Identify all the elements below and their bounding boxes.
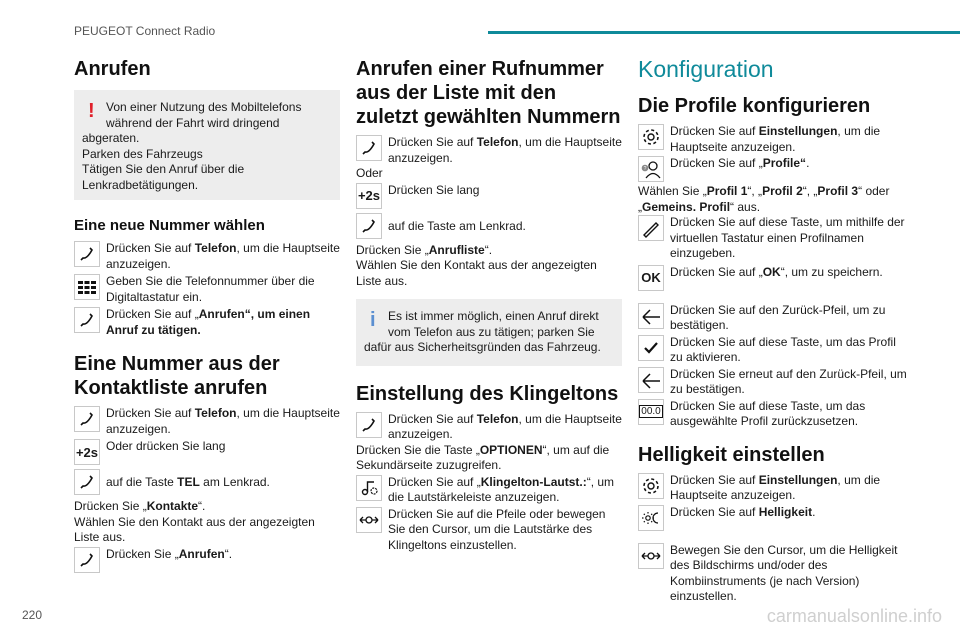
r4-pre: Drücken Sie „	[356, 242, 429, 257]
warning-note	[74, 90, 340, 200]
p6-text: Drücken Sie auf den Zurück-Pfeil, um zu bestätigen.	[670, 302, 886, 332]
p2-bold: Profile“	[762, 156, 807, 170]
heading-helligkeit: Helligkeit einstellen	[638, 443, 825, 466]
t1-pre: Drücken Sie auf	[388, 411, 477, 426]
phone-icon	[356, 213, 382, 239]
b1-pre: Drücken Sie auf	[670, 472, 759, 487]
p2-post: .	[806, 156, 810, 170]
k4-post: “.	[198, 499, 206, 513]
p3-b4: Gemeins. Profil	[642, 199, 731, 214]
b3-text: Bewegen Sie den Cursor, um die Helligkeit des Bildschirms und/oder des Kombiinstruments (je nach Version) einzustellen.	[670, 542, 898, 603]
tel-button-icon	[74, 439, 100, 465]
k6-post: “.	[224, 546, 233, 561]
s1-post: , um die Hauptseite anzuzeigen.	[106, 241, 340, 271]
b1-post: , um die Hauptseite anzuzeigen.	[670, 472, 881, 502]
r4-bold: Anrufliste	[428, 242, 485, 257]
k3-bold: TEL	[177, 475, 200, 489]
gear-icon	[638, 124, 664, 150]
step-keypad	[74, 274, 340, 305]
brightness-icon	[638, 505, 664, 531]
k3-pre: auf die Taste	[106, 475, 178, 489]
step-p2	[638, 156, 908, 182]
slider-arrows-icon	[356, 507, 382, 533]
step-p7	[638, 335, 908, 366]
s2-text: Geben Sie die Telefonnummer über die Digitaltastatur ein.	[106, 274, 315, 304]
t3-post: “, um die Lautstärkeleiste anzuzeigen.	[388, 474, 615, 504]
step-t3	[356, 475, 622, 506]
ok-icon-label: OK	[641, 270, 661, 285]
reset-icon-label: 00.0	[641, 406, 661, 417]
step-p6	[638, 303, 908, 334]
exclamation-icon: !	[88, 100, 95, 122]
page-number: 220	[22, 608, 43, 622]
p1-post: , um die Hauptseite anzuzeigen.	[670, 124, 881, 154]
r5-text: Wählen Sie den Kontakt aus der angezeigten Liste aus.	[356, 258, 597, 288]
slider-arrows-icon	[638, 543, 664, 569]
step-anrufen	[74, 307, 340, 338]
step-telefon	[74, 241, 340, 272]
t1-post: , um die Hauptseite anzuzeigen.	[388, 411, 622, 441]
step-p4	[638, 215, 908, 262]
p3-b2: Profil 2	[762, 184, 803, 198]
r-oder: Oder	[356, 166, 383, 180]
checkmark-icon	[638, 335, 664, 361]
keypad-icon	[74, 274, 100, 300]
p3-e: “ oder „	[638, 184, 890, 214]
b2-pre: Drücken Sie auf	[670, 504, 759, 519]
back-arrow-icon	[638, 367, 664, 393]
t2-post: “, um auf die Sekundärseite zuzugreifen.	[356, 442, 610, 472]
step-b1	[638, 473, 908, 504]
page-header-title: PEUGEOT Connect Radio	[74, 24, 216, 38]
step-k2	[74, 439, 340, 465]
t1-bold: Telefon	[476, 411, 519, 426]
r3-text: auf die Taste am Lenkrad.	[388, 218, 526, 233]
p3-text	[638, 184, 908, 215]
heading-profile: Die Profile konfigurieren	[638, 95, 871, 117]
step-b3	[638, 543, 908, 605]
phone-icon	[74, 469, 100, 495]
k5-text: Wählen Sie den Kontakt aus der angezeigten Liste aus.	[74, 514, 315, 544]
r4-text	[356, 243, 622, 259]
heading-klingelton: Einstellung des Klingeltons	[356, 382, 619, 405]
step-t4	[356, 507, 622, 554]
r1-pre: Drücken Sie auf	[388, 135, 477, 149]
step-b2	[638, 505, 908, 531]
music-gear-icon	[356, 475, 382, 501]
info-icon: i	[370, 309, 376, 331]
heading-kontaktliste: Eine Nummer aus der Kontaktliste anrufen	[74, 353, 280, 399]
k3-post: am Lenkrad.	[199, 475, 270, 489]
svg-text:?: ?	[643, 166, 647, 172]
tel-button-icon	[356, 183, 382, 209]
pencil-icon	[638, 215, 664, 241]
back-arrow-icon	[638, 303, 664, 329]
b1-bold: Einstellungen	[758, 472, 838, 487]
warning-rest: abgeraten. Parken des Fahrzeugs Tätigen Sie den Anruf über die Lenkradbetätigungen.	[82, 131, 245, 192]
profile-icon	[638, 156, 664, 182]
t3-pre: Drücken Sie auf „	[388, 474, 481, 489]
p3-b3: Profil 3	[817, 184, 859, 198]
phone-icon	[74, 241, 100, 267]
heading-ruf: Anrufen einer Rufnummer aus der Liste mit den zuletzt gewählten Nummern	[356, 58, 621, 128]
p4-text: Drücken Sie auf diese Taste, um mithilfe der virtuellen Tastatur einen Profilnamen einzugeben.	[670, 215, 905, 260]
t2-text	[356, 443, 622, 474]
t3-bold: Klingelton-Lautst.:	[480, 474, 587, 489]
phone-icon	[74, 406, 100, 432]
k2-text: Oder drücken Sie lang	[106, 439, 226, 453]
step-t1	[356, 412, 622, 443]
p2-pre: Drücken Sie auf „	[670, 156, 763, 170]
p9-text: Drücken Sie auf diese Taste, um das ausgewählte Profil zurückzusetzen.	[670, 398, 866, 428]
p5-post: “, um zu speichern.	[780, 264, 883, 279]
p3-f: “ aus.	[730, 199, 761, 214]
step-p8	[638, 367, 908, 398]
t2-bold: OPTIONEN	[479, 442, 543, 457]
phone-icon	[356, 412, 382, 438]
step-p5	[638, 265, 908, 291]
k4-pre: Drücken Sie „	[74, 499, 147, 513]
step-p9	[638, 399, 908, 430]
heading-konfiguration: Konfiguration	[638, 56, 774, 82]
watermark: carmanualsonline.info	[766, 606, 942, 626]
t4-text: Drücken Sie auf die Pfeile oder bewegen Sie den Cursor, um die Lautstärke des Klingeltons einzustellen.	[388, 506, 606, 552]
header-accent-bar	[488, 31, 960, 34]
p3-d: “, „	[802, 184, 818, 198]
warning-line2: während der Fahrt wird dringend	[106, 115, 280, 130]
column-right	[638, 52, 908, 605]
tel-icon-label: +2s	[357, 188, 381, 203]
r2-text: Drücken Sie lang	[388, 182, 480, 197]
p5-pre: Drücken Sie auf „	[670, 264, 763, 279]
phone-icon	[74, 307, 100, 333]
s1-bold: Telefon	[194, 241, 237, 255]
r4-post: “.	[484, 242, 493, 257]
ok-button-icon	[638, 265, 664, 291]
k6-bold: Anrufen	[178, 546, 225, 561]
b2-post: .	[812, 504, 816, 519]
phone-icon	[74, 547, 100, 573]
r1-post: , um die Hauptseite anzuzeigen.	[388, 135, 622, 165]
p3-a: Wählen Sie „	[638, 184, 707, 198]
p8-text: Drücken Sie erneut auf den Zurück-Pfeil, um zu bestätigen.	[670, 366, 907, 396]
step-k1	[74, 406, 340, 437]
info-line2: vom Telefon aus zu tätigen; parken Sie	[388, 324, 595, 339]
step-p1	[638, 124, 908, 155]
p3-b1: Profil 1	[706, 184, 748, 198]
info-note	[356, 299, 622, 366]
heading-neue-nummer: Eine neue Nummer wählen	[74, 217, 265, 234]
step-r3	[356, 213, 622, 239]
p7-text: Drücken Sie auf diese Taste, um das Profil zu aktivieren.	[670, 334, 896, 364]
info-line1: Es ist immer möglich, einen Anruf direkt	[388, 309, 599, 323]
phone-icon	[356, 135, 382, 161]
p5-bold: OK	[762, 264, 781, 279]
heading-anrufen: Anrufen	[74, 58, 151, 80]
t2-pre: Drücken Sie die Taste „	[356, 442, 480, 457]
step-r1	[356, 135, 622, 166]
column-middle	[356, 52, 622, 553]
k1-pre: Drücken Sie auf	[106, 406, 195, 420]
column-left	[74, 52, 340, 573]
k1-post: , um die Hauptseite anzuzeigen.	[106, 406, 340, 436]
k6-pre: Drücken Sie „	[106, 546, 179, 561]
s1-pre: Drücken Sie auf	[106, 241, 195, 255]
s3-pre: Drücken Sie auf „	[106, 307, 199, 321]
k4-text	[74, 499, 340, 515]
k4-bold: Kontakte	[146, 499, 199, 513]
step-r2	[356, 183, 622, 209]
reset-icon	[638, 399, 664, 425]
step-k3	[74, 469, 340, 495]
tel-icon-label: +2s	[75, 444, 99, 460]
gear-icon	[638, 473, 664, 499]
s3-bold: Anrufen“, um einen Anruf zu tätigen.	[106, 307, 311, 337]
k1-bold: Telefon	[194, 406, 237, 420]
b2-bold: Helligkeit	[758, 504, 813, 519]
r1-bold: Telefon	[476, 135, 519, 149]
p1-bold: Einstellungen	[758, 124, 838, 138]
step-k6	[74, 547, 340, 573]
warning-line1: Von einer Nutzung des Mobiltelefons	[106, 100, 302, 114]
p1-pre: Drücken Sie auf	[670, 124, 759, 138]
p3-c: “, „	[747, 184, 763, 198]
info-rest: dafür aus Sicherheitsgründen das Fahrzeug.	[364, 340, 601, 354]
